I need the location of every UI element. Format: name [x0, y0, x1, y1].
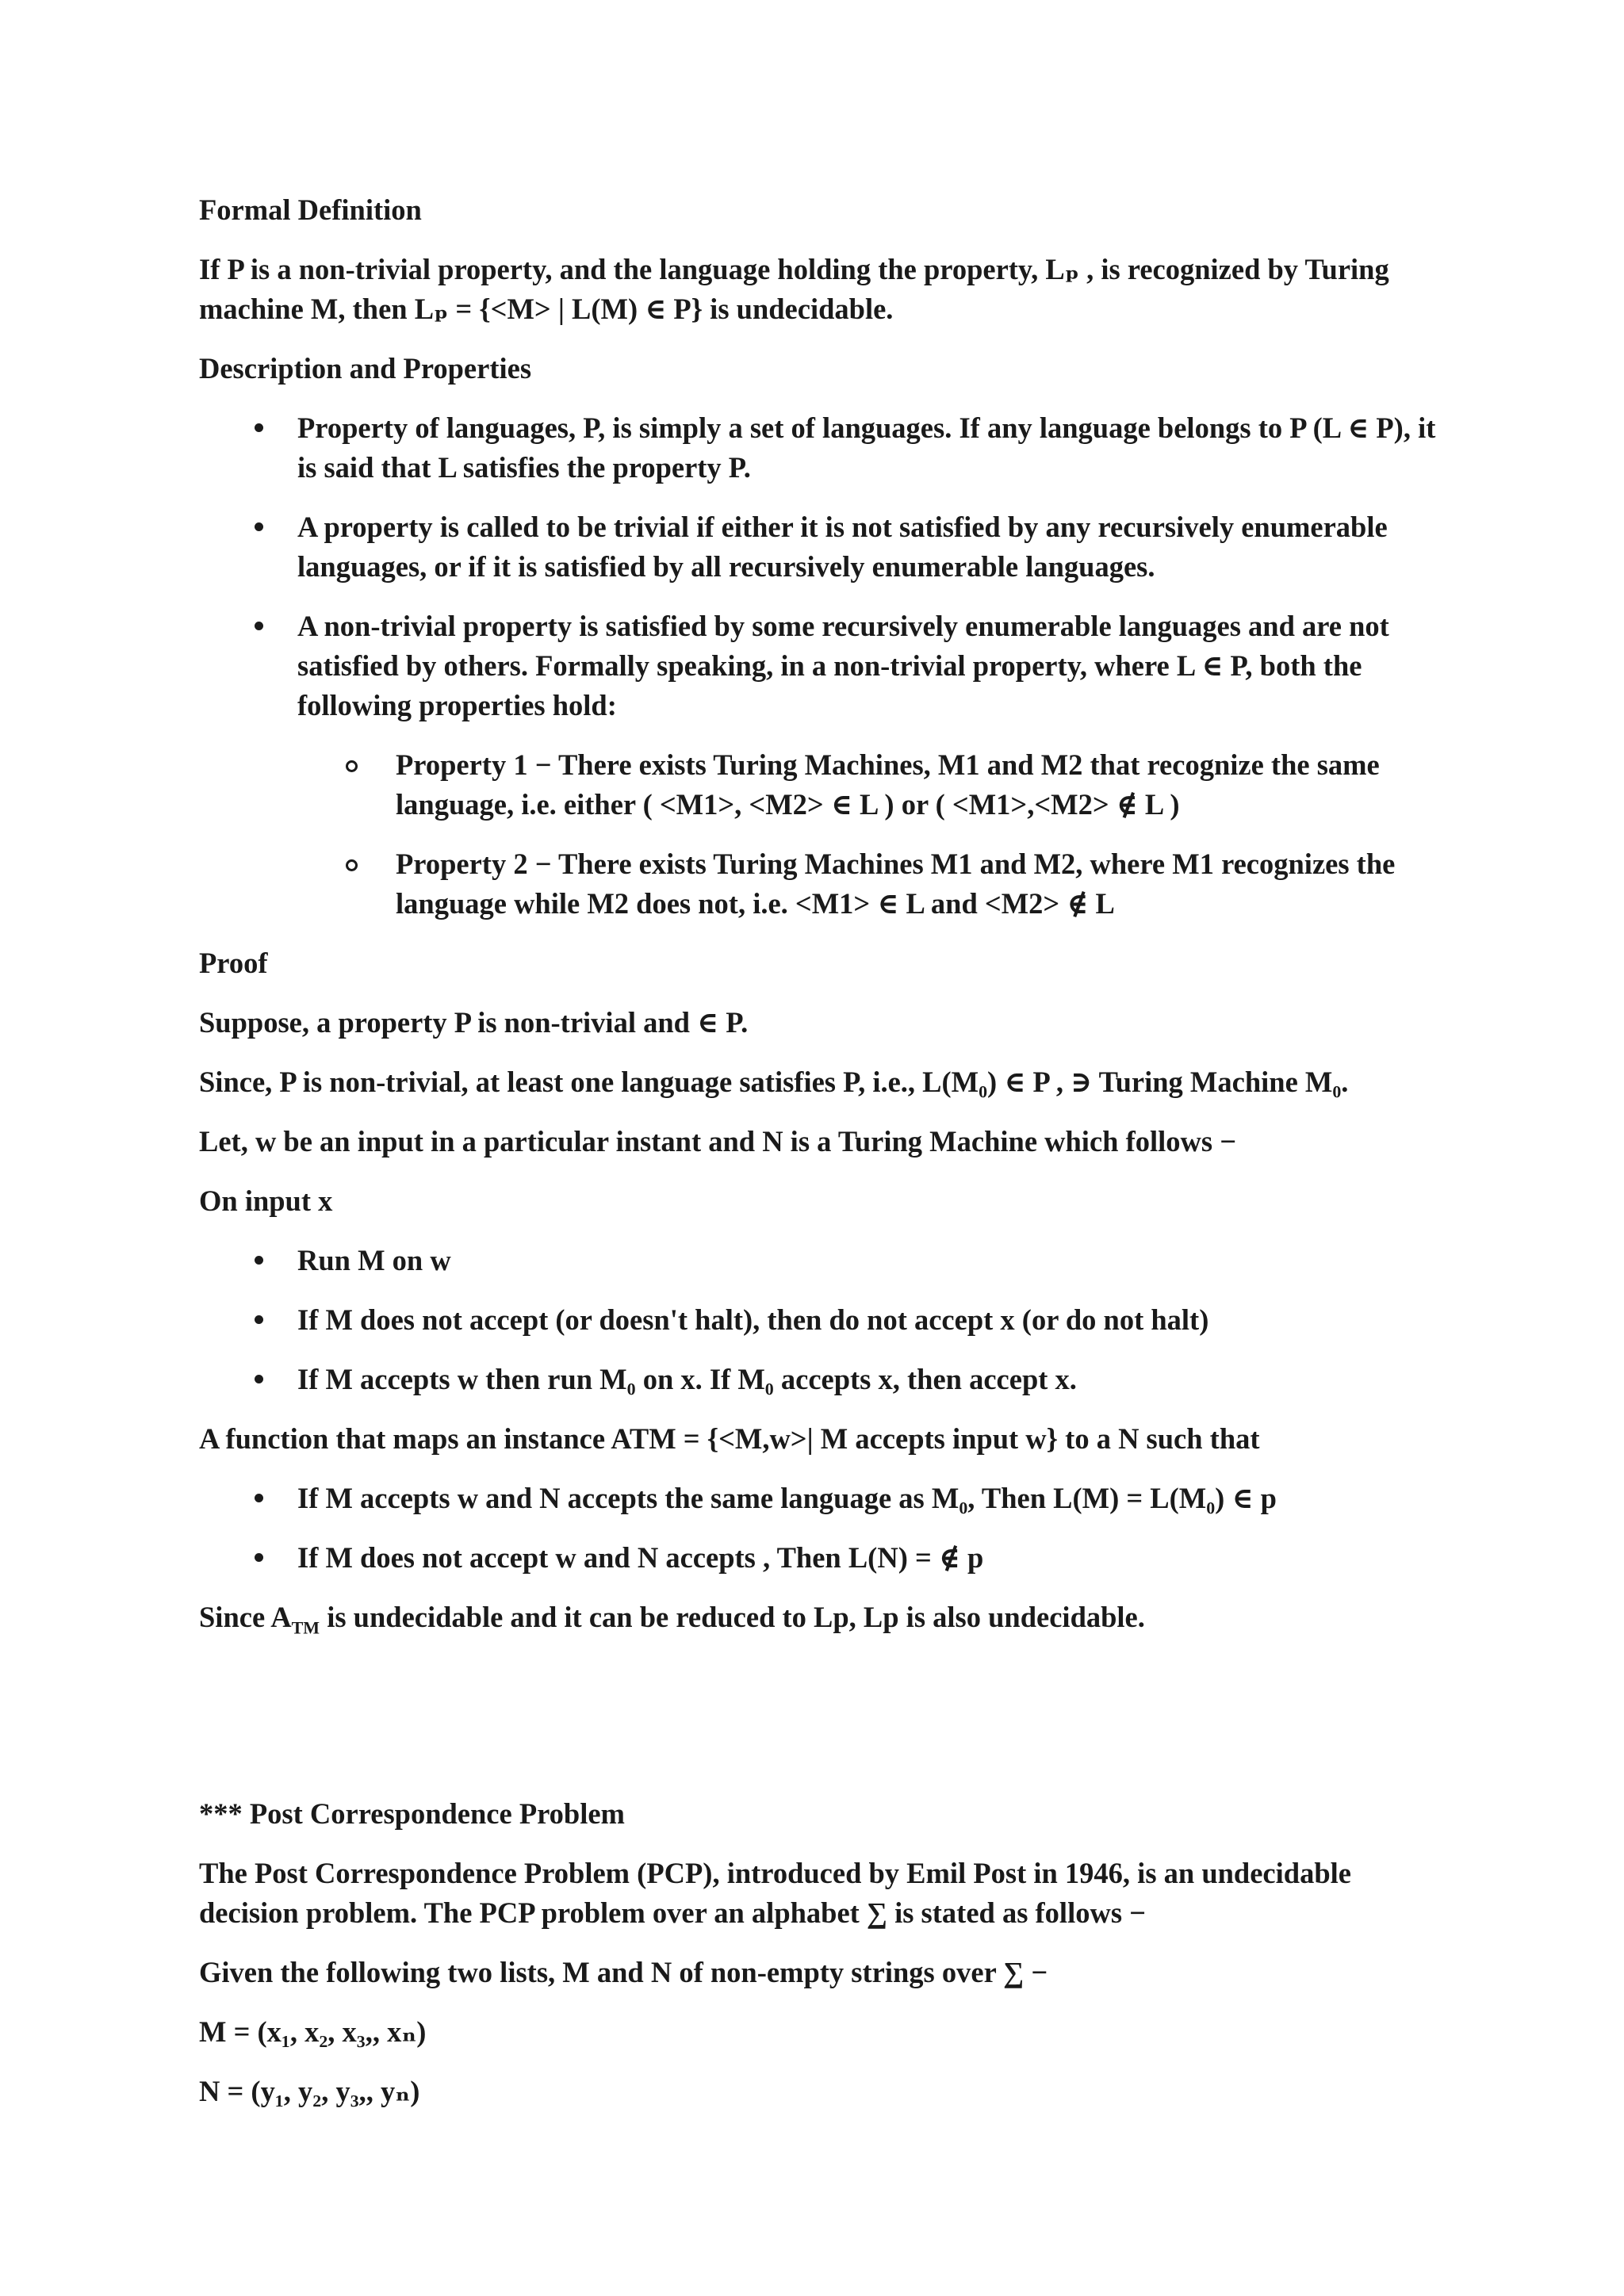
document-page	[199, 190, 1452, 2131]
proof-para-5: A function that maps an instance ATM = {<M,w>| M accepts input w} to a N such that	[199, 1422, 1260, 1455]
description-bullet-2: A property is called to be trivial if either it is not satisfied by any recursively enumerable languages, or if it is satisfied by all recursively enumerable languages.	[199, 507, 1452, 587]
machine-step-3: If M accepts w then run M₀ on x. If M₀ accepts x, then accept x.	[199, 1360, 1452, 1399]
section-spacer	[199, 1667, 1452, 1794]
description-bullet-3	[199, 607, 1452, 924]
pcp-lists-intro: Given the following two lists, M and N of non-empty strings over ∑ −	[199, 1956, 1048, 1989]
proof-conclusion: Since $A_{TM}$ is undecidable and it can be reduced to Lp, Lp is also undecidable.	[199, 1601, 1145, 1638]
machine-steps-list	[199, 1241, 1452, 1399]
pcp-m-list: M = (x₁, x₂, x₃,, xₙ)	[199, 2015, 427, 2049]
proof-para-4: On input x	[199, 1184, 333, 1217]
pcp-n-list: N = (y₁, y₂, y₃,, yₙ)	[199, 2075, 420, 2108]
mapping-case-2: If M does not accept w and N accepts , Then L(N) = ∉ p	[199, 1538, 1452, 1578]
machine-step-1: Run M on w	[199, 1241, 1452, 1280]
machine-step-2: If M does not accept (or doesn't halt), then do not accept x (or do not halt)	[199, 1300, 1452, 1340]
property-2-item: Property 2 − There exists Turing Machines M1 and M2, where M1 recognizes the language while M2 does not, i.e. <M1> ∈ L and <M2> ∉ L	[297, 844, 1452, 924]
mapping-case-1: If M accepts w and N accepts the same language as M₀, Then L(M) = L(M₀) ∈ p	[199, 1479, 1452, 1518]
proof-para-1: Suppose, a property P is non-trivial and ∈ P.	[199, 1006, 749, 1039]
proof-para-3: Let, w be an input in a particular instant and N is a Turing Machine which follows −	[199, 1125, 1236, 1158]
description-list	[199, 408, 1452, 924]
proof-para-2: Since, P is non-trivial, at least one language satisfies P, i.e., L(M₀) ∈ P , ∋ Turing Machine M₀.	[199, 1066, 1349, 1098]
pcp-intro: The Post Correspondence Problem (PCP), introduced by Emil Post in 1946, is an undecidable decision problem. The PCP problem over an alphabet ∑ is stated as follows −	[199, 1857, 1351, 1930]
proof-heading: Proof	[199, 947, 268, 979]
property-1-item: Property 1 − There exists Turing Machines, M1 and M2 that recognize the same language, i.e. either ( <M1>, <M2> ∈ L ) or ( <M1>,<M2> ∉ L )	[297, 745, 1452, 825]
description-heading: Description and Properties	[199, 352, 532, 385]
pcp-heading: *** Post Correspondence Problem	[199, 1797, 625, 1831]
mapping-cases-list	[199, 1479, 1452, 1578]
formal-definition-text: If P is a non-trivial property, and the language holding the property, Lₚ , is recognized by Turing machine M, then Lₚ = {<M> | L(M) ∈ P} is undecidable.	[199, 253, 1389, 325]
formal-definition-heading: Formal Definition	[199, 193, 422, 226]
property-sublist	[297, 745, 1452, 924]
description-bullet-1: Property of languages, P, is simply a set of languages. If any language belongs to P (L ∈ P), it is said that L satisfies the property P.	[199, 408, 1452, 488]
description-bullet-3-text: A non-trivial property is satisfied by some recursively enumerable languages and are not satisfied by others. Formally speaking, in a non-trivial property, where L ∈ P, both the following properties hold:	[297, 610, 1389, 721]
